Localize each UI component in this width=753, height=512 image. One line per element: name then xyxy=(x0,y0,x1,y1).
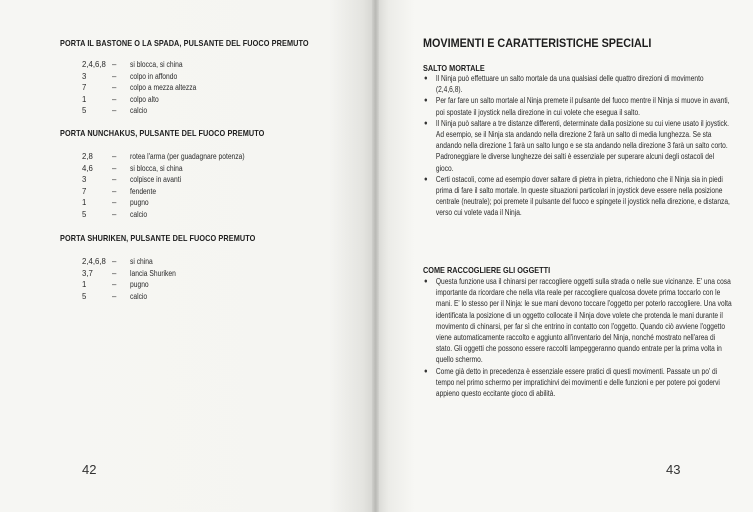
list-item: ● Per far fare un salto mortale al Ninja premete il pulsante del fuoco mentre il Ninja si muove in avanti, poi spostate il joystick nella direzione in cui volete che esegua il salto. xyxy=(424,95,732,117)
move-direction: 2,4,6,8 xyxy=(82,60,106,69)
move-dash: – xyxy=(112,198,117,207)
move-action: si blocca, si china xyxy=(130,60,183,69)
move-dash: – xyxy=(112,152,117,161)
list-item: ● Certi ostacoli, come ad esempio dover saltare di pietra in pietra, richiedono che il Ninja sia in piedi prima di fare il salto mortale. In queste situazioni particolari in joystick deve essere nella posizione centrale (neutrale); poi premete il pulsante del fuoco e spingete il joystick nella direzione, e distanza, verso cui volete vada il Ninja. xyxy=(424,174,732,219)
move-dash: – xyxy=(112,268,117,278)
move-direction: 1 xyxy=(82,94,87,104)
move-row xyxy=(82,59,207,71)
list-item: ● Questa funzione usa il chinarsi per raccogliere oggetti sulla strada o nelle sue vicinanze. E' una cosa importante da ricordare che nella vita reale per raccogliere qualcosa dovete prima toccarlo con le mani. E' lo stesso per il Ninja: le sue mani devono toccare l'oggetto per poterlo raccogliere. Una volta identificata la posizione di un oggetto collocate il Ninja dove volete che protenda le mani durante il movimento di chinarsi, per far sì che entrino in contatto con l'oggetto. Quando ciò avviene l'oggetto viene automaticamente raccolto e aggiunto all'inventario del Ninja, nonché mostrato nell'area di stato. Gli oggetti che possono essere raccolti lampeggeranno quando entrate per la prima volta in quello schermo. xyxy=(424,276,732,366)
section-heading-staff-sword: PORTA IL BASTONE O LA SPADA, PULSANTE DEL FUOCO PREMUTO xyxy=(60,38,309,48)
move-row xyxy=(82,279,183,291)
move-direction: 5 xyxy=(82,291,87,301)
move-row xyxy=(82,174,263,186)
move-dash: – xyxy=(112,291,117,301)
page-number-right: 43 xyxy=(666,462,681,477)
move-dash: – xyxy=(112,186,117,196)
move-row xyxy=(82,291,183,303)
move-row xyxy=(82,71,207,83)
book-spine xyxy=(372,0,379,512)
move-direction: 5 xyxy=(82,106,87,115)
move-direction: 3 xyxy=(82,175,87,184)
bullet-list-raccogliere-oggetti xyxy=(424,276,732,399)
move-row xyxy=(82,186,263,198)
move-dash: – xyxy=(112,83,117,92)
move-row xyxy=(82,268,183,280)
move-row xyxy=(82,151,263,163)
move-action: lancia Shuriken xyxy=(130,268,176,278)
move-direction: 3 xyxy=(82,71,87,81)
move-row xyxy=(82,94,207,106)
move-direction: 2,8 xyxy=(82,152,93,161)
page-title: MOVIMENTI E CARATTERISTICHE SPECIALI xyxy=(423,36,652,50)
move-direction: 5 xyxy=(82,209,87,219)
move-dash: – xyxy=(112,163,117,173)
move-action: calcio xyxy=(130,209,148,219)
move-direction: 1 xyxy=(82,198,87,207)
move-action: calcio xyxy=(130,291,148,301)
list-item: ● Il Ninja può saltare a tre distanze differenti, determinate dalla posizione su cui viene usato il joystick. Ad esempio, se il Ninja sta andando nella direzione 2 farà un salto di media lunghezza. Se sta andando nella direzione 1 farà un salto lungo e se sta andando nella direzione 3 farà un salto corto. Padroneggiare le diverse lunghezze dei salti è essenziale per superare alcuni degli ostacoli del gioco. xyxy=(424,118,732,174)
move-action: colpo a mezza altezza xyxy=(130,83,197,92)
move-direction: 2,4,6,8 xyxy=(82,257,106,266)
move-dash: – xyxy=(112,94,117,104)
move-row xyxy=(82,163,263,175)
move-action: colpo alto xyxy=(130,94,159,104)
move-direction: 1 xyxy=(82,280,87,289)
move-action: rotea l'arma (per guadagnare potenza) xyxy=(130,152,245,161)
move-row xyxy=(82,256,183,268)
move-row xyxy=(82,197,263,209)
move-dash: – xyxy=(112,175,117,184)
move-direction: 7 xyxy=(82,83,87,92)
move-dash: – xyxy=(112,71,117,81)
move-action: colpo in affondo xyxy=(130,71,178,81)
move-action: pugno xyxy=(130,280,149,289)
move-direction: 3,7 xyxy=(82,268,93,278)
move-action: fendente xyxy=(130,186,157,196)
move-dash: – xyxy=(112,209,117,219)
move-direction: 4,6 xyxy=(82,163,93,173)
section-heading-raccogliere-oggetti: COME RACCOGLIERE GLI OGGETTI xyxy=(423,265,551,275)
move-row xyxy=(82,105,207,117)
move-row xyxy=(82,209,263,221)
move-action: si blocca, si china xyxy=(130,163,183,173)
list-item: ● Come già detto in precedenza è essenziale essere pratici di questi movimenti. Passate un po' di tempo nel primo schermo per impratichirvi dei movimenti e delle funzioni e per potere poi godervi appieno questo eccitante gioco di abilità. xyxy=(424,366,732,400)
move-dash: – xyxy=(112,60,117,69)
move-dash: – xyxy=(112,257,117,266)
move-table-nunchakus xyxy=(82,151,263,220)
section-heading-salto-mortale: SALTO MORTALE xyxy=(423,63,485,73)
move-action: pugno xyxy=(130,198,149,207)
move-dash: – xyxy=(112,280,117,289)
move-table-shuriken xyxy=(82,256,183,302)
list-item: ● Il Ninja può effettuare un salto mortale da una qualsiasi delle quattro direzioni di movimento (2,4,6,8). xyxy=(424,73,732,95)
move-action: colpisce in avanti xyxy=(130,175,182,184)
move-direction: 7 xyxy=(82,186,87,196)
move-action: calcio xyxy=(130,106,148,115)
bullet-list-salto-mortale xyxy=(424,73,732,219)
move-action: si china xyxy=(130,257,153,266)
section-heading-shuriken: PORTA SHURIKEN, PULSANTE DEL FUOCO PREMUTO xyxy=(60,233,256,243)
page-number-left: 42 xyxy=(82,462,97,477)
move-dash: – xyxy=(112,106,117,115)
section-heading-nunchakus: PORTA NUNCHAKUS, PULSANTE DEL FUOCO PREMUTO xyxy=(60,128,265,138)
move-row xyxy=(82,82,207,94)
move-table-staff-sword xyxy=(82,59,207,117)
